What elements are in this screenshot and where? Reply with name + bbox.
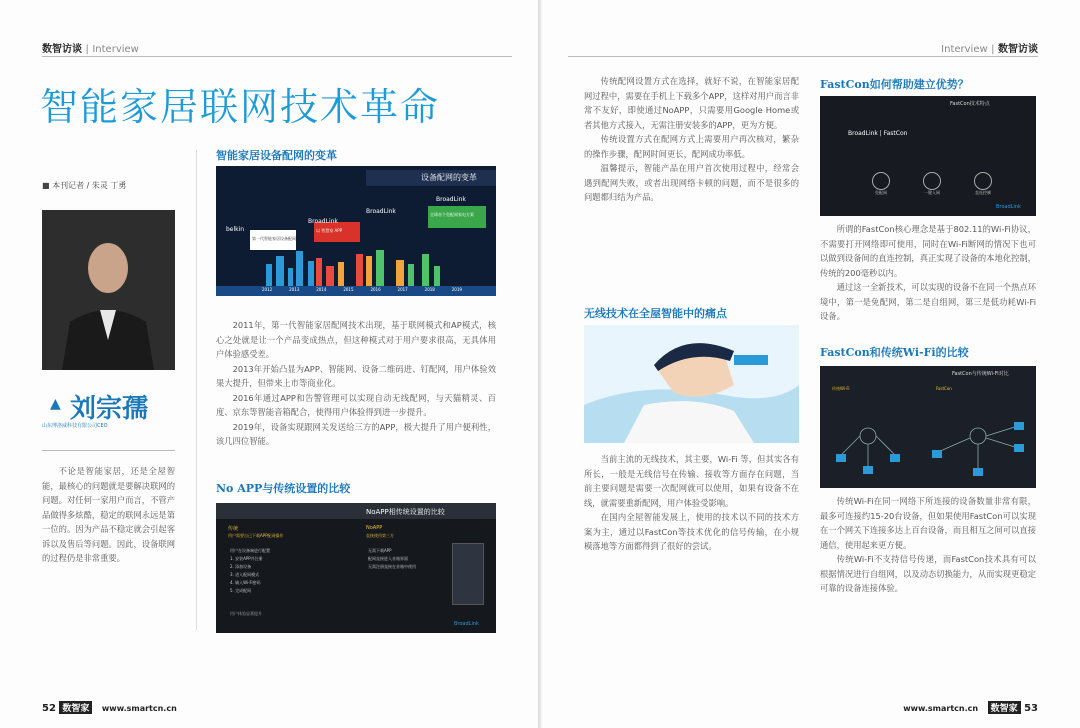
phone-icon — [452, 543, 484, 605]
fig2-left-head: 传统 — [228, 526, 239, 532]
footer-url: www.smartcn.cn — [903, 704, 979, 713]
header-brand: 数智访谈 — [998, 44, 1038, 55]
fig4-legend-right: FastCon — [936, 386, 952, 391]
fig-noapp-comparison — [216, 503, 496, 633]
person-name: 刘宗孺 — [70, 394, 149, 424]
section-title-4: FastCon如何帮助建立优势？ — [820, 78, 969, 91]
header-rule — [42, 56, 512, 57]
footer-url: www.smartcn.cn — [101, 704, 177, 713]
page-number: 52 — [42, 703, 56, 714]
header-sub: Interview — [92, 44, 139, 55]
fig3-brand: BroadLink | FastCon — [848, 130, 908, 137]
fig4-legend-left: 传统Wi-Fi — [832, 386, 850, 391]
person-with-phone-illustration-icon — [584, 325, 799, 443]
right-page — [542, 0, 1080, 728]
fig2-left-sub: 用户需要自己下载APP配网操作 — [228, 533, 284, 538]
fig-config-evolution — [216, 166, 496, 296]
left-page — [0, 0, 538, 728]
fig2-left-list: 用户在设备端进行配置 1. 安装APP并注册 2. 添加设备 3. 进入配网模式 4. 输入Wi-Fi密码 5. 完成配网 — [230, 548, 270, 593]
fig1-title: 设备配网的变革 — [421, 173, 477, 182]
person-caption: 山东博洛威科技有限公司CEO — [42, 423, 108, 429]
fig3-icons — [872, 172, 992, 196]
circle-icon — [872, 172, 890, 190]
intro-text: 不论是智能家居，还是全屋智能，最核心的问题就是要解决联网的问题。对任何一家用户而言，不管产品做得多炫酷，稳定的联网永远是第一位的。因为产品不稳定就会引起客诉以及售后等问题。因此，设备联网的过程仍是非常重要。 — [42, 466, 175, 563]
circle-icon — [974, 172, 992, 190]
person-name-block — [42, 384, 182, 434]
header-rule — [568, 56, 1038, 57]
fig2-right-list: 无需下载APP 配网直接进入音箱界面 无需注册直接在音箱中使用 — [368, 548, 416, 569]
header-sub: Interview — [941, 44, 988, 55]
section1-body: 2011年，第一代智能家居配网技术出现，基于联网模式和AP模式，核心之处就是让一个产品变成热点，但这种模式对于用户要求很高，无具体用户体验感受差。 2013年开始凸显为APP、智能网、设备二维码进、钉配网，用户体验效果大提升，但带来上市等商业化。 2016年通过APP和告警管理可以实现自动无线配网，与天猫精灵、百度、京东等智能音箱配合，使得用户体验得到进一步提升。 2019年，设备实现跟网关发送给三方的APP，极大提升了用户便利性，该几四位智能。 — [216, 320, 496, 446]
fig2-brand: BroadLink — [454, 621, 479, 627]
left-header — [42, 40, 139, 55]
section-title-3: 无线技术在全屋智能中的痛点 — [584, 307, 727, 320]
fig1-brand-right: BroadLink — [436, 196, 466, 203]
right-col2-top: 所谓的FastCon核心理念是基于802.11的Wi-Fi协议，不需要打开网络即可使用，同时在Wi-Fi断网的情况下也可以做到设备间的直连控制，真正实现了设备的本地化控制，传统的200毫秒以内。 通过这一全新技术，可以实现的设备不在同一个热点环境中，第一是免配网，第二是自组网，第三是低功耗Wi-Fi设备。 — [820, 224, 1036, 321]
fig1-years: 2012 2013 2014 2015 2016 2017 2018 2019 — [262, 287, 462, 292]
header-brand: 数智访谈 — [42, 44, 82, 55]
page-number: 53 — [1024, 703, 1038, 714]
right-col2-bottom: 传统Wi-Fi在同一网络下所连接的设备数量非常有限，最多可连接约15-20台设备，但如果使用FastCon可以实现在一个网关下连接多达上百台设备，而且相互之间可以直接通信，使用起来更方便。 传统Wi-Fi不支持信号传递，而FastCon技术具有可以根据情况进行自组网，以及动态切换能力，从而实现更稳定可靠的设备连接体验。 — [820, 496, 1036, 593]
fig-fastcon — [820, 96, 1036, 216]
fig2-title: NoAPP相传统设置的比较 — [366, 508, 445, 516]
person-silhouette-icon — [42, 210, 175, 370]
fig3-icon-item: 直连控制 — [974, 172, 992, 196]
fig4-title: FastCon与传统Wi-Fi对比 — [952, 371, 1009, 377]
fig3-title: FastCon技术特点 — [950, 101, 990, 107]
header-sep: | — [991, 44, 995, 55]
fig3-brand-footer: BroadLink — [996, 204, 1021, 210]
circle-icon — [923, 172, 941, 190]
header-sep: | — [85, 44, 89, 55]
fig2-bottom-note: 用户体验显著提升 — [230, 611, 262, 616]
fig1-bubble-2: 以 智慧家 APP — [316, 228, 343, 233]
fig2-right-head: NoAPP — [366, 525, 383, 531]
footer-badge: 数智家 — [988, 701, 1021, 714]
column-divider — [196, 150, 197, 630]
section-title-1: 智能家居设备配网的变革 — [216, 149, 337, 162]
fig-wireless-illustration — [584, 325, 799, 443]
fig1-brand-top: BroadLink — [308, 218, 338, 225]
fig3-icon-item: 免配网 — [872, 172, 890, 196]
right-col1-top: 传统配网设置方式在选择，就好不说，在智能家居配网过程中，需要在手机上下载多个APP，这样对用户而言非常不友好，即使通过NoAPP，只需要用Google Home或者其他方式接入，无需注册安装多的APP，更为方便。 传统设置方式在配网方式上需要用户再次核对，繁杂的操作步骤，配网时间更长，配网成功率低。 温馨提示，智能产品在用户首次使用过程中，经常会遇到配网失败，或者出现网络卡顿的问题，而不是很多的问题都归结为产品。 — [584, 76, 799, 202]
section-title-2: No APP与传统设置的比较 — [216, 482, 351, 495]
fig2-right-sub: 直接使用第三方 — [366, 533, 394, 538]
fig-fastcon-vs-wifi — [820, 366, 1036, 488]
intro-rule — [42, 450, 175, 451]
person-photo — [42, 210, 175, 370]
byline: ■ 本刊记者 / 朱灵 丁勇 — [42, 181, 127, 190]
fig1-brand-mid: BroadLink — [366, 208, 396, 215]
left-footer — [42, 701, 183, 714]
fig1-bubble-3: 全球首个免配网家电方案 — [430, 212, 474, 217]
section-title-5: FastCon和传统Wi-Fi的比较 — [820, 346, 969, 359]
fig3-icon-item: 一键入网 — [923, 172, 941, 196]
triangle-icon: ▲ — [50, 396, 61, 412]
footer-badge: 数智家 — [59, 701, 92, 714]
page-title: 智能家居联网技术革命 — [40, 85, 441, 129]
right-footer — [897, 701, 1038, 714]
network-diagram-icon — [828, 396, 1028, 481]
fig2-titlebar — [216, 503, 496, 519]
fig1-brand-left: belkin — [226, 226, 245, 233]
fig1-bubble-1: 第一代智能家居设备配网 — [252, 236, 296, 241]
right-header — [941, 40, 1038, 55]
right-col1-bottom: 当前主流的无线技术，其主要，Wi-Fi 等，但其实各有所长，一般是无线信号在传输、接收等方面存在问题，当前主要问题是需要一次配网就可以使用，如果有设备不在线，就需要重新配网，用户体验受影响。 在国内全屋智能发展上，使用的技术以不同的技术方案为主，通过以FastCon等技术优化的信号传输，在小规模落地等方面都得到了很好的尝试。 — [584, 454, 799, 551]
